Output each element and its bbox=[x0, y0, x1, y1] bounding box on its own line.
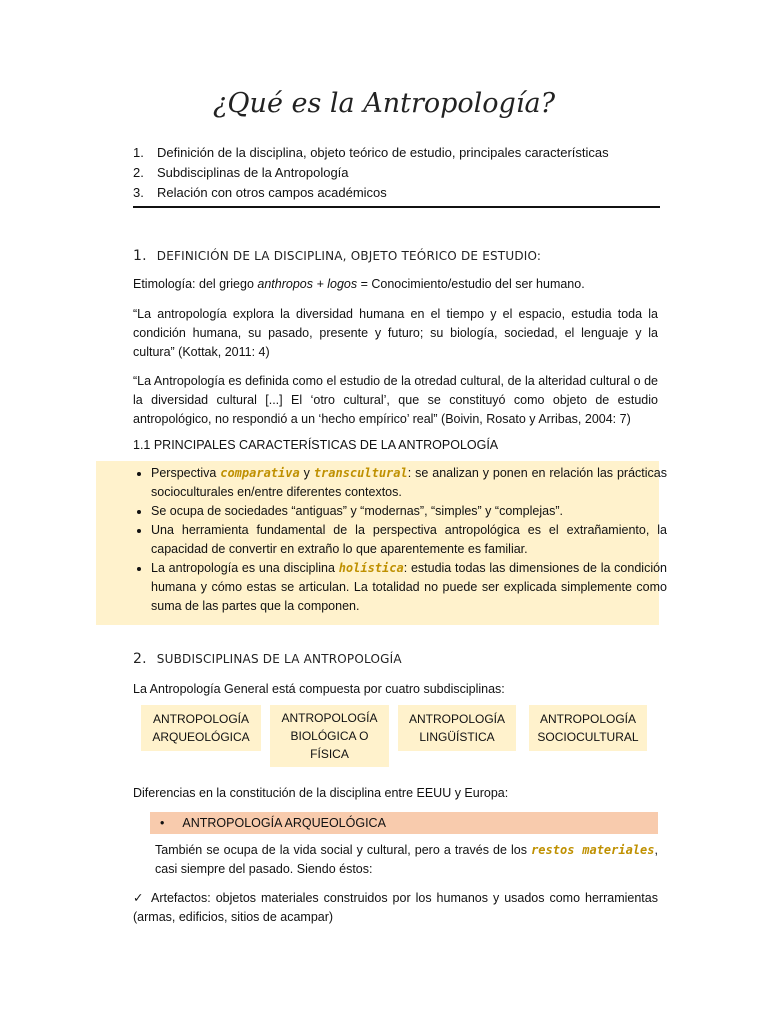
check-icon: ✓ bbox=[133, 891, 145, 905]
artifacts-item bbox=[133, 889, 658, 927]
quote-kottak: “La antropología explora la diversidad humana en el tiempo y el espacio, estudia toda la condición humana, su pasado, presente y futuro; su biología, sociedad, el lenguaje y la cultura” (Kottak, 2011: 4) bbox=[133, 307, 658, 359]
subdiscipline-box-linguistica: ANTROPOLOGÍA LINGÜÍSTICA bbox=[398, 705, 516, 751]
table-of-contents bbox=[133, 143, 660, 208]
accent-term: comparativa bbox=[220, 466, 300, 480]
etymology-suffix: = Conocimiento/estudio del ser humano. bbox=[357, 277, 585, 291]
artifacts-text: objetos materiales construidos por los humanos y usados como herramientas (armas, edificios, sitios de acampar) bbox=[133, 891, 658, 924]
item-text: : se analizan y ponen en relación las prácticas socioculturales en/entre diferentes contextos. bbox=[151, 466, 667, 499]
toc-text: Subdisciplinas de la Antropología bbox=[157, 165, 349, 180]
toc-item bbox=[133, 143, 660, 163]
subsection-heading: 1.1 PRINCIPALES CARACTERÍSTICAS DE LA ANTROPOLOGÍA bbox=[133, 438, 499, 452]
toc-number: 1. bbox=[133, 145, 144, 160]
subdiscipline-box-biologica: ANTROPOLOGÍA BIOLÓGICA O FÍSICA bbox=[270, 705, 389, 767]
bullet-icon: • bbox=[160, 816, 165, 830]
toc-item bbox=[133, 183, 660, 203]
page-title: ¿Qué es la Antropología? bbox=[212, 88, 556, 119]
subsection-bar bbox=[150, 812, 658, 834]
item-text: La antropología es una disciplina bbox=[151, 561, 339, 575]
archaeology-description bbox=[155, 841, 658, 879]
section-title: SUBDISCIPLINAS DE LA ANTROPOLOGÍA bbox=[156, 652, 402, 666]
list-item: • Una herramienta fundamental de la perspectiva antropológica es el extrañamiento, la capacidad de convertir en extraño lo que aparentemente es familiar. bbox=[151, 521, 667, 559]
section-title: DEFINICIÓN DE LA DISCIPLINA, OBJETO TEÓRICO DE ESTUDIO: bbox=[156, 249, 542, 263]
section-1-heading bbox=[133, 248, 541, 264]
subdiscipline-box-arqueologica: ANTROPOLOGÍA ARQUEOLÓGICA bbox=[141, 705, 261, 751]
accent-term: transcultural bbox=[313, 466, 408, 480]
item-text: Perspectiva bbox=[151, 466, 221, 480]
subsection-bar-label: ANTROPOLOGÍA ARQUEOLÓGICA bbox=[182, 816, 386, 830]
etymology bbox=[133, 275, 658, 294]
characteristics-list bbox=[133, 464, 667, 616]
toc-item bbox=[133, 163, 660, 183]
etymology-prefix: Etimología: del griego bbox=[133, 277, 258, 291]
quote-boivin: “La Antropología es definida como el estudio de la otredad cultural, de la alteridad cultural o de la diversidad cultural [...] El ‘otro cultural’, que se constituyó como objeto de estudio antropológico, no respondió a un ‘hecho empírico’ real” (Boivin, Rosato y Arribas, 2004: 7) bbox=[133, 374, 658, 426]
artifacts-label: Artefactos: bbox=[150, 891, 211, 905]
toc-number: 3. bbox=[133, 185, 144, 200]
subdiscipline-box-sociocultural: ANTROPOLOGÍA SOCIOCULTURAL bbox=[529, 705, 647, 751]
toc-number: 2. bbox=[133, 165, 144, 180]
section-2-heading bbox=[133, 651, 402, 667]
item-text: : estudia todas las dimensiones de la condición humana y cómo estas se articulan. La totalidad no puede ser explicada simplemente como suma de las partes que la componen. bbox=[151, 561, 667, 613]
accent-term: restos materiales bbox=[531, 843, 655, 857]
list-item bbox=[151, 559, 667, 616]
etymology-terms: anthropos + logos bbox=[257, 277, 358, 291]
subdisciplines-intro: La Antropología General está compuesta por cuatro subdisciplinas: bbox=[133, 682, 505, 696]
list-item bbox=[151, 464, 667, 502]
list-item: • Se ocupa de sociedades “antiguas” y “modernas”, “simples” y “complejas”. bbox=[151, 502, 667, 521]
item-text: y bbox=[299, 466, 314, 480]
accent-term: holística bbox=[338, 561, 404, 575]
toc-text: Relación con otros campos académicos bbox=[157, 185, 387, 200]
description-text: También se ocupa de la vida social y cultural, pero a través de los bbox=[155, 843, 532, 857]
description-text: , casi siempre del pasado. Siendo éstos: bbox=[155, 843, 658, 876]
section-number: 1. bbox=[133, 248, 147, 264]
differences-text: Diferencias en la constitución de la disciplina entre EEUU y Europa: bbox=[133, 786, 509, 800]
toc-text: Definición de la disciplina, objeto teórico de estudio, principales características bbox=[157, 145, 609, 160]
section-number: 2. bbox=[133, 651, 147, 667]
